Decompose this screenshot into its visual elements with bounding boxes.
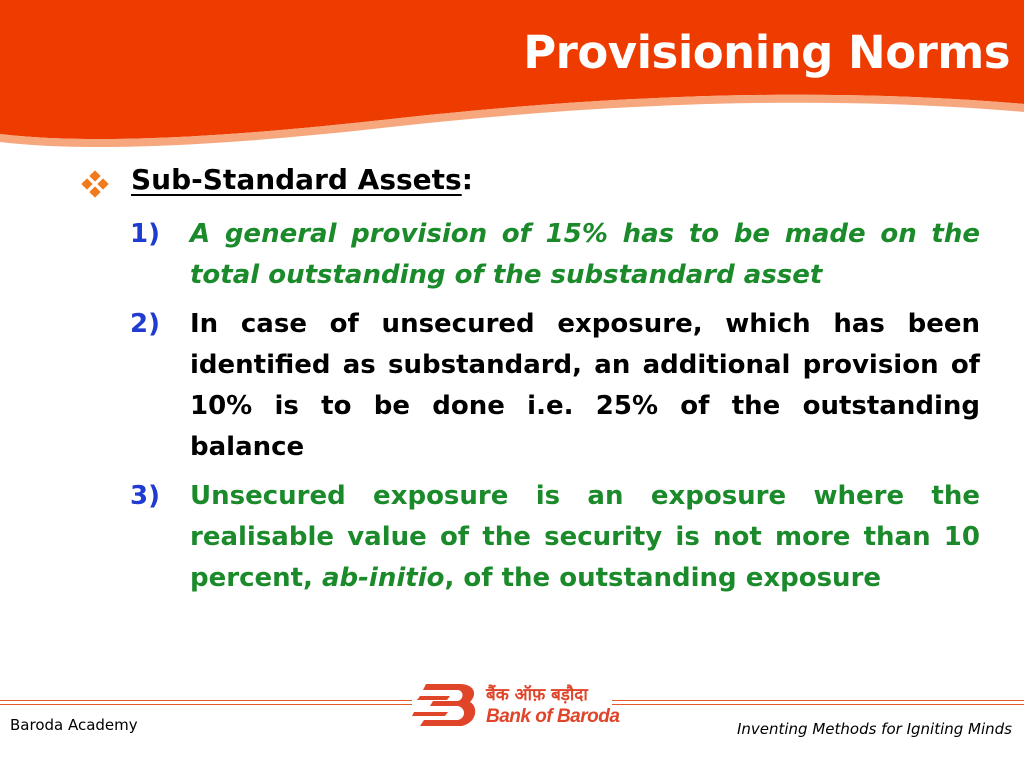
section-heading bbox=[131, 163, 473, 196]
list-item-number: 1) bbox=[130, 219, 160, 249]
list-item-number: 3) bbox=[130, 481, 160, 511]
list-item-text bbox=[190, 476, 980, 599]
list-item-text: In case of unsecured exposure, which has been identified as substandard, an additional provision of 10% is to be done i.e. 25% of the outstanding balance bbox=[190, 309, 980, 462]
list-item-number: 2) bbox=[130, 309, 160, 339]
slide-title: Provisioning Norms bbox=[523, 26, 1010, 79]
logo-hindi-text: बैंक ऑफ़ बड़ौदा bbox=[486, 685, 588, 705]
list-item-text: A general provision of 15% has to be made on the total outstanding of the substandard asset bbox=[190, 219, 980, 290]
list-item-text-italic: ab-initio bbox=[321, 563, 445, 593]
footer-right-text: Inventing Methods for Igniting Minds bbox=[736, 720, 1012, 738]
list-item-text-after: , of the outstanding exposure bbox=[444, 563, 882, 593]
section-heading-text: Sub-Standard Assets bbox=[131, 163, 462, 196]
list-item-text-before: Unsecured exposure is an exposure where the realisable value of the security is not more than 10 percent, bbox=[190, 481, 980, 593]
section-heading-colon: : bbox=[461, 163, 473, 196]
diamond-bullet-icon bbox=[80, 170, 110, 200]
logo-english-text: Bank of Baroda bbox=[486, 706, 620, 727]
footer-left-text: Baroda Academy bbox=[10, 716, 138, 734]
